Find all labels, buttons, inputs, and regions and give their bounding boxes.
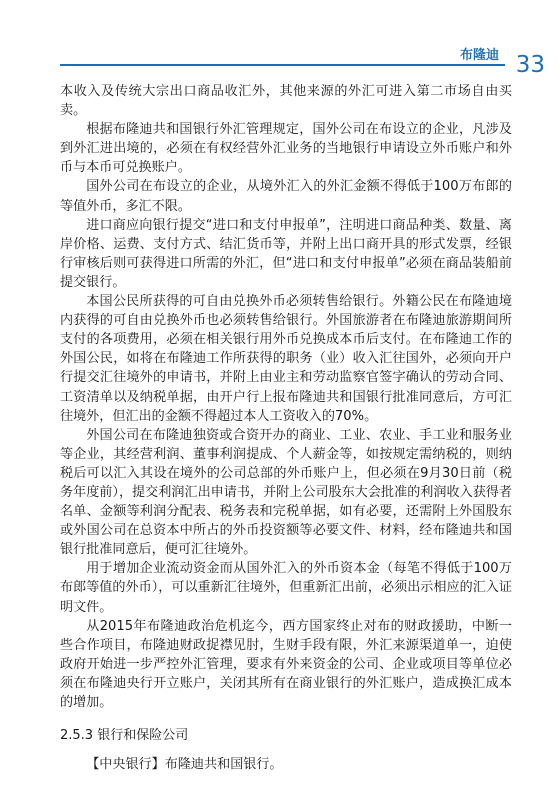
paragraph: 进口商应向银行提交“进口和支付申报单”，注明进口商品种类、数量、离岸价格、运费、支付方式、结汇货币等，并附上出口商开具的形式发票，经银行审核后则可获得进口所需的外汇，但“进口和支付申报单”必须在商品装船前提交银行。	[60, 217, 512, 290]
page-number: 33	[515, 52, 545, 78]
central-bank-line: 【中央银行】布隆迪共和国银行。	[86, 757, 283, 773]
header-rule	[60, 64, 505, 66]
paragraph: 本收入及传统大宗出口商品收汇外，其他来源的外汇可进入第二市场自由买卖。	[60, 84, 512, 119]
page-header	[0, 0, 559, 90]
chapter-label: 布隆迪	[459, 48, 499, 63]
paragraph: 用于增加企业流动资金而从国外汇入的外币资本金（每笔不得低于100万布郎等值的外币），可以重新汇往境外，但重新汇出前，必须出示相应的汇入证明文件。	[60, 561, 512, 615]
section-heading: 2.5.3 银行和保险公司	[60, 728, 189, 744]
paragraph: 根据布隆迪共和国银行外汇管理规定，国外公司在布设立的企业，凡涉及到外汇进出境的，必须在有权经营外汇业务的当地银行申请设立外币账户和外币与本币可兑换账户。	[60, 122, 512, 176]
paragraph: 从2015年布隆迪政治危机迄今，西方国家终止对布的财政援助，中断一些合作项目，布隆迪财政捉襟见肘，生财手段有限，外汇来源渠道单一，迫使政府开始进一步严控外汇管理，要求有外来资金的公司、企业或项目等单位必须在布隆迪央行开立账户，关闭其所有在商业银行的外汇账户，造成换汇成本的增加。	[60, 618, 512, 710]
paragraph: 外国公司在布隆迪独资或合资开办的商业、工业、农业、手工业和服务业等企业，其经营利润、董事利润提成、个人薪金等，如按规定需纳税的，则纳税后可以汇入其设在境外的公司总部的外币账户上，但必须在9月30日前（税务年度前），提交利润汇出申请书，并附上公司股东大会批准的利润收入获得者名单、金额等利润分配表、税务表和完税单据，如有必要，还需附上外国股东或外国公司在总资本中所占的外币投资额等必要文件、材料，经布隆迪共和国银行批准同意后，便可汇往境外。	[60, 427, 512, 558]
paragraph: 国外公司在布设立的企业，从境外汇入的外汇金额不得低于100万布郎的等值外币，多汇不限。	[60, 179, 512, 214]
paragraph: 本国公民所获得的可自由兑换外币必须转售给银行。外籍公民在布隆迪境内获得的可自由兑换外币也必须转售给银行。外国旅游者在布隆迪旅游期间所支付的各项费用，必须在相关银行用外币兑换成本币后支付。在布隆迪工作的外国公民，如将在布隆迪工作所获得的职务（业）收入汇往国外，必须向开户行提交汇往境外的申请书，并附上由业主和劳动监察官签字确认的劳动合同、工资清单以及纳税单据，由开户行上报布隆迪共和国银行批准同意后，方可汇往境外，但汇出的金额不得超过本人工资收入的70%。	[60, 294, 512, 424]
page-body	[60, 82, 512, 774]
